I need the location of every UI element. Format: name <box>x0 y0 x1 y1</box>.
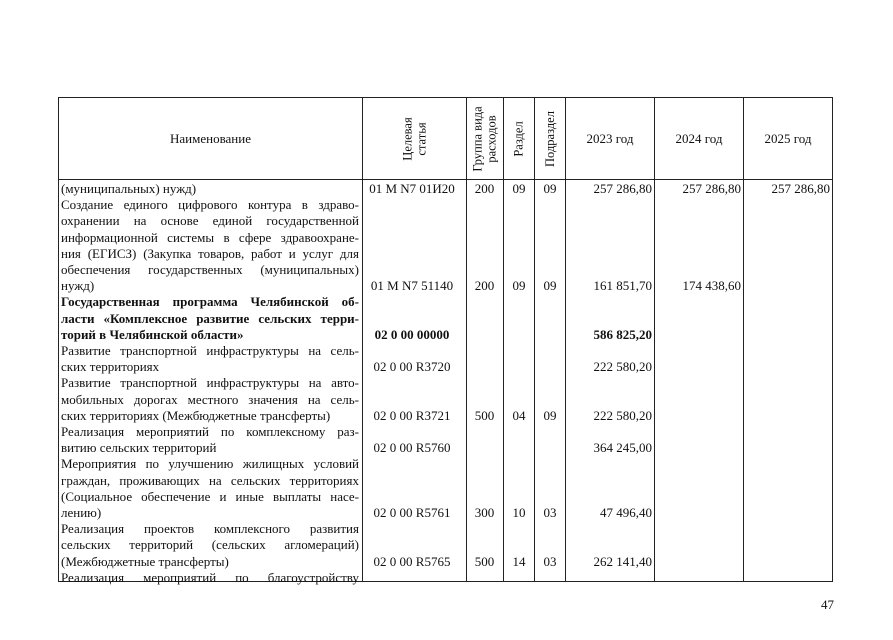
header-2023 <box>566 98 654 179</box>
header-code-line: Целевая <box>400 116 415 161</box>
row-name-line: витию сельских территорий <box>61 440 217 456</box>
header-code <box>363 98 466 179</box>
row-name-line: (Социальное обеспечение и иные выплаты насе- <box>61 488 359 504</box>
row-name-line: нужд) <box>61 278 95 294</box>
cell-y2023: 586 825,20 <box>593 326 652 342</box>
cell-subsection: 09 <box>543 181 557 196</box>
cell-code: 02 0 00 R5760 <box>373 440 451 456</box>
cell-y2023: 364 245,00 <box>593 440 652 456</box>
row-name-line: (муниципальных) нужд) <box>61 181 197 196</box>
row-name-line: охранении на основе единой государственной <box>61 213 359 229</box>
header-2025-label: 2025 год <box>764 131 812 146</box>
row-name-line: Мероприятия по улучшению жилищных условий <box>61 456 359 472</box>
row-name-line: ния (ЕГИСЗ) (Закупка товаров, работ и услуг для <box>61 245 359 261</box>
cell-subsection: 03 <box>543 553 557 569</box>
cell-section: 04 <box>512 407 526 423</box>
cell-y2024: 257 286,80 <box>682 181 741 196</box>
cell-code: 02 0 00 R3721 <box>373 407 451 423</box>
header-group-line: Группа вида <box>471 105 486 172</box>
row-name-line: Развитие транспортной инфраструктуры на сель- <box>61 343 359 358</box>
header-subsection <box>535 98 565 179</box>
header-2025 <box>744 98 832 179</box>
page-number: 47 <box>821 597 834 612</box>
header-2023-label: 2023 год <box>586 131 634 146</box>
row-name-line: информационной системы в сфере здравоохране- <box>61 229 359 245</box>
cell-y2023: 161 851,70 <box>593 278 652 294</box>
row-name-line: Государственная программа Челябинской об- <box>61 294 359 310</box>
header-name-label: Наименование <box>170 131 251 146</box>
header-code-label <box>401 117 429 160</box>
cell-code: 02 0 00 R5765 <box>373 553 451 569</box>
cell-y2023: 47 496,40 <box>600 505 652 520</box>
cell-subsection: 03 <box>543 505 557 520</box>
header-separator <box>58 179 833 180</box>
cell-y2023: 222 580,20 <box>593 359 652 375</box>
header-2024 <box>655 98 743 179</box>
row-name-line: ских территориях <box>61 359 160 375</box>
cell-y2023: 257 286,80 <box>593 181 652 196</box>
row-name-line: ласти «Комплексное развитие сельских терри- <box>61 310 359 326</box>
header-subsection-label: Подраздел <box>543 110 557 167</box>
header-section-label: Раздел <box>512 120 527 157</box>
row-name-line: Реализация мероприятий по благоустройству <box>61 569 359 585</box>
cell-y2025: 257 286,80 <box>771 181 830 196</box>
row-name-line: сельских территорий (сельских агломераций) <box>61 537 359 553</box>
header-group-label <box>471 106 499 171</box>
row-name-line: обеспечения государственных (муниципальных) <box>61 262 359 277</box>
row-name-line: Реализация проектов комплексного развития <box>61 521 359 537</box>
header-section <box>504 98 534 179</box>
cell-group: 500 <box>474 407 495 423</box>
cell-y2023: 262 141,40 <box>593 553 652 569</box>
header-name <box>59 98 362 179</box>
row-name-line: Создание единого цифрового контура в здраво- <box>61 197 359 213</box>
cell-code: 02 0 00 R5761 <box>373 505 451 520</box>
row-name-line: мобильных дорогах местного значения на сель- <box>61 391 359 407</box>
cell-code: 02 0 00 00000 <box>374 326 450 342</box>
cell-y2024: 174 438,60 <box>682 278 741 294</box>
cell-code: 02 0 00 R3720 <box>373 359 451 375</box>
row-name-line: лению) <box>61 505 102 520</box>
row-name-line: ских территориях (Межбюджетные трансферты) <box>61 407 331 423</box>
header-group <box>467 98 503 179</box>
cell-group: 300 <box>474 505 495 520</box>
cell-section: 10 <box>512 505 526 520</box>
row-name-line: (Межбюджетные трансферты) <box>61 553 229 569</box>
row-name-line: торий в Челябинской области» <box>61 326 244 342</box>
cell-group: 200 <box>474 181 495 196</box>
header-group-line: расходов <box>485 114 500 163</box>
cell-code: 01 M N7 01И20 <box>369 181 455 196</box>
row-name-line: Реализация мероприятий по комплексному раз- <box>61 424 359 439</box>
header-code-line: статья <box>414 121 429 156</box>
row-name-line: Развитие транспортной инфраструктуры на авто- <box>61 375 359 391</box>
cell-code: 01 M N7 51140 <box>370 278 454 294</box>
cell-section: 09 <box>512 278 526 294</box>
cell-section: 09 <box>512 181 526 196</box>
row-name-line: граждан, проживающих на сельских территориях <box>61 472 359 488</box>
cell-subsection: 09 <box>543 278 557 294</box>
header-2024-label: 2024 год <box>675 131 723 146</box>
cell-y2023: 222 580,20 <box>593 407 652 423</box>
cell-subsection: 09 <box>543 407 557 423</box>
cell-section: 14 <box>512 553 526 569</box>
cell-group: 500 <box>474 553 495 569</box>
cell-group: 200 <box>474 278 495 294</box>
